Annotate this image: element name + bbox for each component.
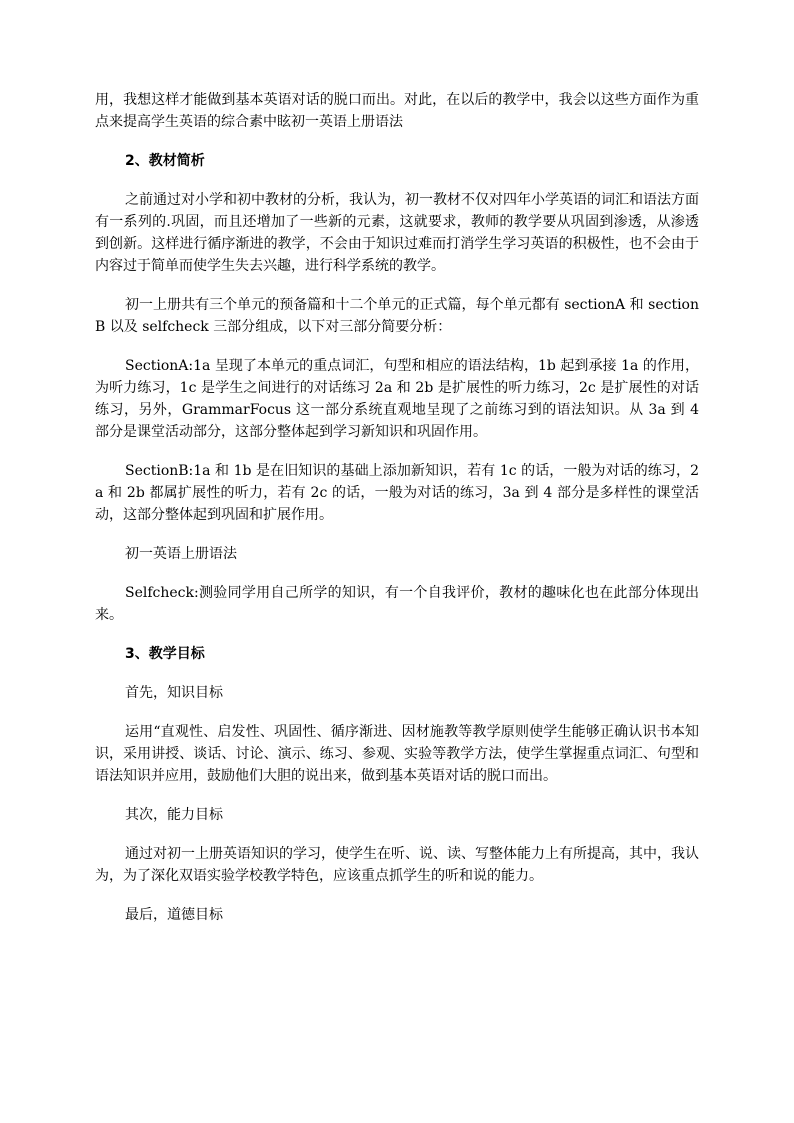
paragraph-grammar-reference: 初一英语上册语法 [125, 546, 237, 562]
paragraph-second-ability-goal: 其次，能力目标 [125, 807, 223, 823]
paragraph-selfcheck: Selfcheck:测验同学用自己所学的知识，有一个自我评价，教材的趣味化也在此部分体现出来。 [95, 585, 699, 623]
paragraph-last-moral-goal: 最后，道德目标 [125, 907, 223, 923]
paragraph-units-overview: 初一上册共有三个单元的预备篇和十二个单元的正式篇，每个单元都有 sectionA 和 sectionB 以及 selfcheck 三部分组成，以下对三部分简要分析： [95, 297, 699, 335]
paragraph-ability-details: 通过对初一上册英语知识的学习，使学生在听、说、读、写整体能力上有所提高，其中，我认为，为了深化双语实验学校教学特色，应该重点抓学生的听和说的能力。 [95, 846, 699, 884]
paragraph-knowledge-details: 运用“直观性、启发性、巩固性、循序渐进、因材施教等教学原则使学生能够正确认识书本知识，采用讲授、谈话、讨论、演示、练习、参观、实验等教学方法，使学生掌握重点词汇、句型和语法知识并应用，鼓励他们大胆的说出来，做到基本英语对话的脱口而出。 [95, 724, 699, 784]
paragraph-intro-continued: 用，我想这样才能做到基本英语对话的脱口而出。对此，在以后的教学中，我会以这些方面作为重点来提高学生英语的综合素中眩初一英语上册语法 [95, 92, 699, 130]
paragraph-materials-analysis: 之前通过对小学和初中教材的分析，我认为，初一教材不仅对四年小学英语的词汇和语法方面有一系列的.巩固，而且还增加了一些新的元素，这就要求，教师的教学要从巩固到渗透，从渗透到创新。这样进行循序渐进的教学，不会由于知识过难而打消学生学习英语的积极性，也不会由于内容过于简单而使学生失去兴趣，进行科学系统的教学。 [95, 192, 699, 274]
document-page [95, 89, 699, 943]
section-heading-materials: 2、教材简析 [125, 153, 205, 169]
paragraph-first-knowledge-goal: 首先，知识目标 [125, 685, 223, 701]
section-heading-goals: 3、教学目标 [125, 646, 205, 662]
paragraph-section-b: SectionB:1a 和 1b 是在旧知识的基础上添加新知识，若有 1c 的话，一般为对话的练习，2a 和 2b 都属扩展性的听力，若有 2c 的话，一般为对话的练习，3a 到 4 部分是多样性的课堂活动，这部分整体起到巩固和扩展作用。 [95, 463, 699, 523]
paragraph-section-a: SectionA:1a 呈现了本单元的重点词汇，句型和相应的语法结构，1b 起到承接 1a 的作用，为听力练习，1c 是学生之间进行的对话练习 2a 和 2b 是扩展性的听力练习，2c 是扩展性的对话练习，另外，GrammarFocus 这一部分系统直观地呈现了之前练习到的语法知识。从 3a 到 4 部分是课堂活动部分，这部分整体起到学习新知识和巩固作用。 [95, 358, 699, 440]
